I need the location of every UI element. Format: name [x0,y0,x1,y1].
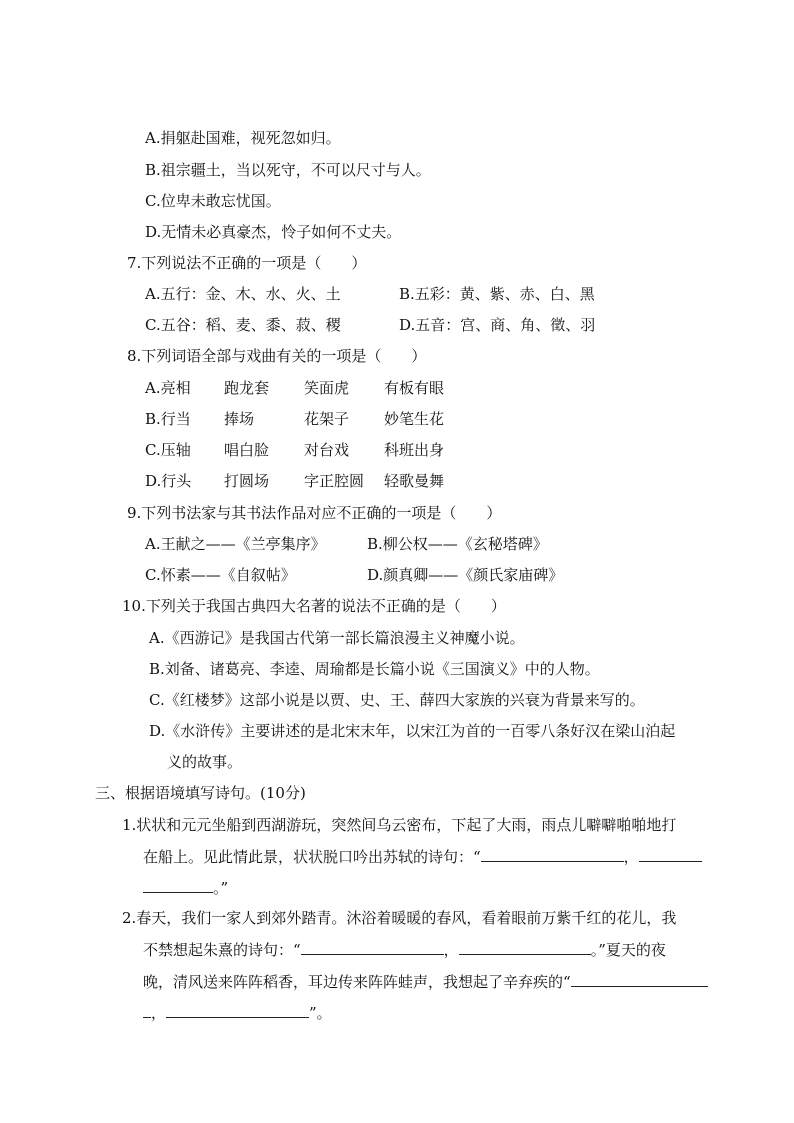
q6-option-d: D.无情未必真豪杰，怜子如何不丈夫。 [145,223,402,241]
q6-option-b: B.祖宗疆土，当以死守，不可以尺寸与人。 [145,161,431,179]
s3-q1-line2 [143,846,702,867]
q10-option-d-line2: 义的故事。 [167,753,243,771]
s3-q2-line4 [143,1002,332,1023]
s3-q1-line3 [143,877,228,898]
s3-q1-line1: 1.状状和元元坐船到西湖游玩，突然间乌云密布，下起了大雨，雨点儿噼噼啪啪地打 [122,816,677,834]
q8-stem: 8.下列词语全部与戏曲有关的一项是（ ） [127,347,427,365]
s3-q1-blank-2b[interactable] [143,877,213,893]
s3-q2-text-a: 不禁想起朱熹的诗句：“ [143,941,301,959]
q7-option-b: B.五彩：黄、紫、赤、白、黑 [399,285,595,303]
q7-option-a: A.五行：金、木、水、火、土 [145,285,341,303]
q8-row-b-c4: 妙笔生花 [384,410,445,428]
s3-q2-blank-3a[interactable] [571,971,708,987]
q8-row-c-c4: 科班出身 [384,441,445,459]
s3-q2-text-b: ， [443,941,459,959]
s3-q1-comma: ， [623,848,639,866]
s3-q2-text-f: ”。 [309,1004,332,1022]
q10-option-b: B.刘备、诸葛亮、李逵、周瑜都是长篇小说《三国演义》中的人物。 [149,660,600,678]
q8-row-c-c1: C.压轴 [145,441,191,459]
section3-title: 三、根据语境填写诗句。(10分) [95,784,306,802]
s3-q2-blank-4[interactable] [166,1002,309,1018]
s3-q2-text-e: ， [151,1004,167,1022]
q8-row-a-c3: 笑面虎 [304,379,350,397]
q6-option-a: A.捐躯赴国难，视死忽如归。 [145,129,341,147]
q8-row-c-c3: 对台戏 [304,441,350,459]
s3-q1-blank-1[interactable] [481,846,624,862]
q9-option-c: C.怀素——《自叙帖》 [145,566,296,584]
q8-row-a-c4: 有板有眼 [384,379,445,397]
q8-row-b-c2: 捧场 [224,410,255,428]
q8-row-b-c1: B.行当 [145,410,191,428]
s3-q2-blank-1[interactable] [301,939,444,955]
s3-q2-line1: 2.春天，我们一家人到郊外踏青。沐浴着暖暖的春风，看着眼前万紫千红的花儿，我 [122,909,677,927]
s3-q2-line2 [143,939,666,960]
q10-option-a: A.《西游记》是我国古代第一部长篇浪漫主义神魔小说。 [149,629,525,647]
q9-option-b: B.柳公权——《玄秘塔碑》 [367,535,548,553]
q8-row-d-c1: D.行头 [145,472,192,490]
q7-option-c: C.五谷：稻、麦、黍、菽、稷 [145,316,341,334]
q9-option-d: D.颜真卿——《颜氏家庙碑》 [367,566,564,584]
s3-q1-end: 。” [213,879,229,897]
q8-row-a-c1: A.亮相 [145,379,191,397]
q10-option-c: C.《红楼梦》这部小说是以贾、史、王、薛四大家族的兴衰为背景来写的。 [149,691,645,709]
q9-stem: 9.下列书法家与其书法作品对应不正确的一项是（ ） [127,504,502,522]
q8-row-d-c2: 打圆场 [224,472,270,490]
s3-q2-blank-2[interactable] [459,939,591,955]
s3-q2-blank-3b[interactable] [143,1002,151,1018]
q9-option-a: A.王献之——《兰亭集序》 [145,535,326,553]
q7-stem: 7.下列说法不正确的一项是（ ） [127,254,367,272]
q8-row-a-c2: 跑龙套 [224,379,270,397]
q8-row-b-c3: 花架子 [304,410,350,428]
s3-q2-line3 [143,971,708,992]
q8-row-d-c3: 字正腔圆 [304,472,365,490]
q10-option-d-line1: D.《水浒传》主要讲述的是北宋末年，以宋江为首的一百零八条好汉在梁山泊起 [149,722,676,740]
q8-row-d-c4: 轻歌曼舞 [384,472,445,490]
s3-q2-text-d: 晚，清风送来阵阵稻香，耳边传来阵阵蛙声，我想起了辛弃疾的“ [143,973,571,991]
q10-stem: 10.下列关于我国古典四大名著的说法不正确的是（ ） [122,597,506,615]
q7-option-d: D.五音：宫、商、角、徵、羽 [399,316,596,334]
s3-q2-text-c: 。”夏天的夜 [590,941,666,959]
q8-row-c-c2: 唱白脸 [224,441,270,459]
s3-q1-blank-2a[interactable] [639,846,702,862]
q6-option-c: C.位卑未敢忘忧国。 [145,192,281,210]
s3-q1-text: 在船上。见此情此景，状状脱口吟出苏轼的诗句：“ [143,848,481,866]
